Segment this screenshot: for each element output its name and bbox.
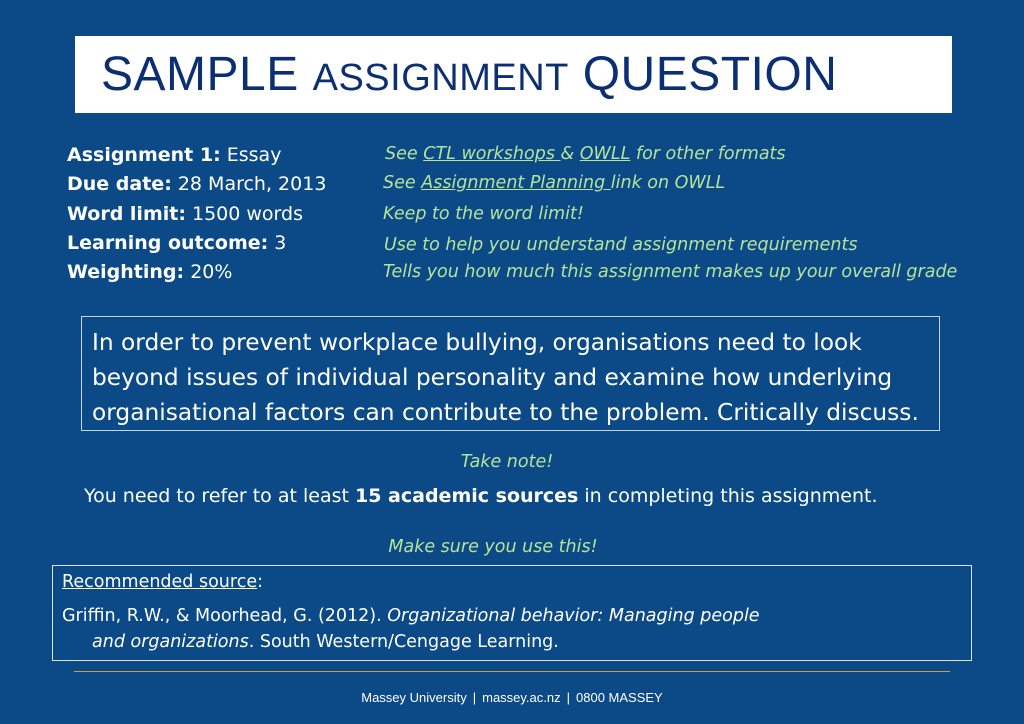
footer-org: Massey University [361, 690, 467, 705]
footer-separator: | [472, 690, 477, 705]
take-note-callout: Take note! [460, 452, 554, 472]
ctl-workshops-link[interactable]: CTL workshops [423, 144, 561, 164]
essay-question: In order to prevent workplace bullying, organisations need to look beyond issues of individual personality and examine how underlying organisational factors can contribute to the problem. Critically discuss. [81, 316, 940, 431]
detail-label: Word limit: [67, 202, 186, 225]
detail-label: Weighting: [67, 261, 185, 284]
source-heading-colon: : [257, 572, 263, 592]
assignment-planning-link[interactable]: Assignment Planning [421, 173, 611, 193]
owll-link[interactable]: OWLL [579, 144, 631, 164]
detail-learning-outcome [67, 229, 326, 258]
page-title [101, 47, 837, 102]
citation-title: and organizations [92, 632, 249, 652]
note-text: & [560, 144, 575, 164]
footer-site-link[interactable]: massey.ac.nz [482, 690, 561, 705]
title-banner [75, 36, 952, 113]
detail-word-limit [67, 200, 326, 229]
source-heading-text: Recommended source [62, 572, 258, 592]
note-weighting: Tells you how much this assignment makes up your overall grade [383, 262, 958, 282]
sources-count: 15 academic sources [355, 485, 579, 507]
refer-text: You need to refer to at least [84, 485, 349, 507]
detail-due-date [67, 170, 326, 199]
detail-value: Essay [226, 144, 282, 166]
title-word-assignment: ASSIGNMENT [312, 57, 569, 99]
footer-divider [74, 671, 950, 672]
detail-label: Learning outcome: [67, 231, 269, 254]
note-text: See [383, 173, 416, 193]
detail-value: 28 March, 2013 [177, 173, 327, 196]
sources-requirement [84, 485, 878, 507]
note-text: for other formats [635, 144, 786, 164]
citation-publisher: . South Western/Cengage Learning. [248, 632, 559, 652]
refer-text: in completing this assignment. [584, 485, 878, 507]
detail-value: 1500 words [191, 202, 303, 225]
source-heading [62, 572, 263, 592]
detail-label: Assignment 1: [67, 144, 221, 166]
footer-separator: | [566, 690, 571, 705]
note-text: See [385, 144, 418, 164]
make-sure-callout: Make sure you use this! [388, 537, 598, 557]
note-formats [385, 144, 786, 164]
citation-authors: Griffin, R.W., & Moorhead, G. (2012). [62, 606, 382, 626]
note-planning [383, 173, 725, 193]
footer-phone: 0800 MASSEY [576, 690, 663, 705]
note-text: link on OWLL [610, 173, 726, 193]
citation-title: Organizational behavior: Managing people [387, 606, 760, 626]
citation-line-2 [92, 632, 559, 652]
footer [0, 690, 1024, 705]
note-learning-outcome: Use to help you understand assignment requirements [384, 235, 858, 255]
detail-value: 20% [190, 261, 233, 284]
detail-label: Due date: [67, 173, 172, 196]
title-word-sample: SAMPLE [101, 48, 299, 101]
assignment-details [67, 141, 326, 287]
citation-line-1 [62, 606, 760, 626]
note-word-limit: Keep to the word limit! [383, 204, 584, 224]
recommended-source-box [52, 565, 972, 661]
title-word-question: QUESTION [582, 48, 838, 101]
detail-weighting [67, 258, 326, 287]
detail-assignment [67, 141, 326, 170]
detail-value: 3 [274, 231, 287, 254]
